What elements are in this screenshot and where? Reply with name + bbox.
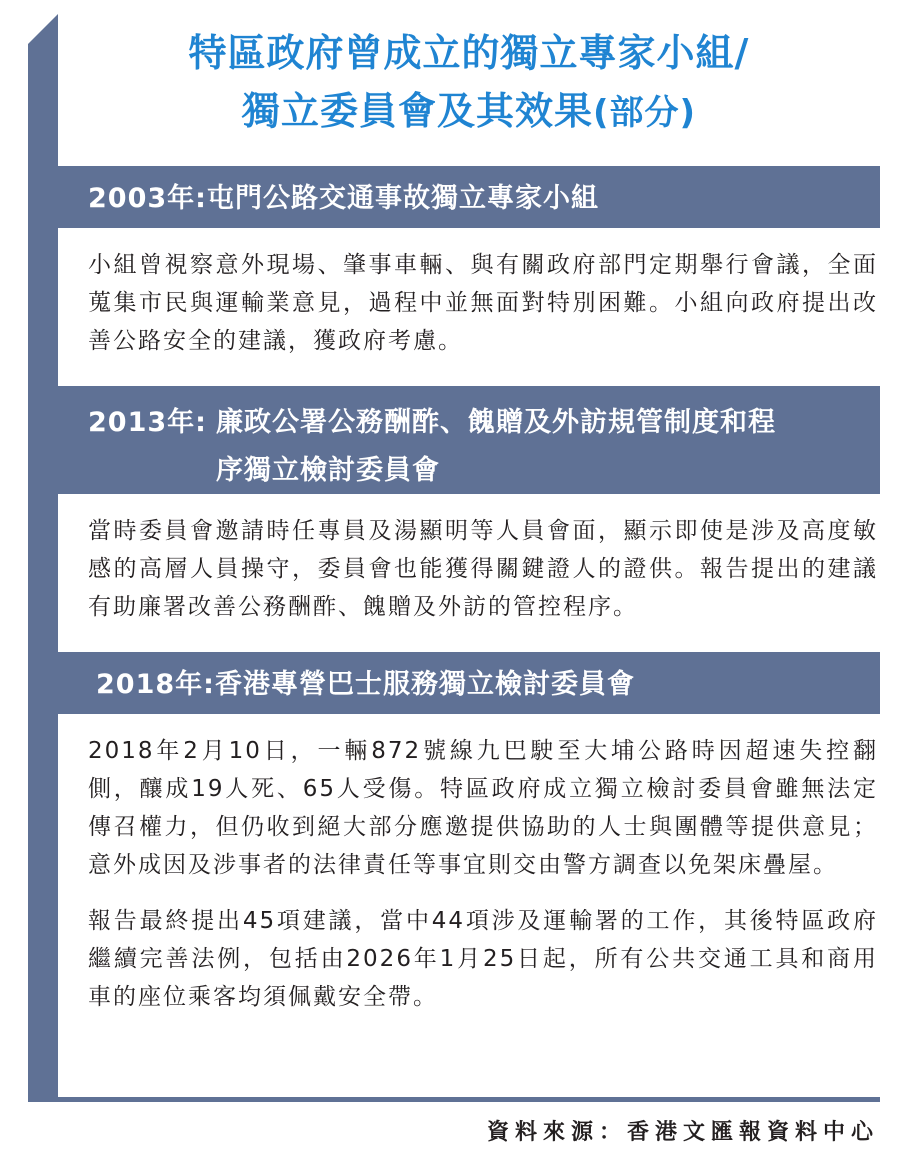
section-body-2013 <box>58 494 880 652</box>
grid-spacer <box>88 454 216 488</box>
section-title-line-1: 廉政公署公務酬酢、餽贈及外訪規管制度和程 <box>216 407 776 438</box>
source-credit: 資料來源：香港文匯報資料中心 <box>486 1119 879 1145</box>
title-line-2-main: 獨立委員會及其效果 <box>241 89 593 133</box>
section-paragraph: 當時委員會邀請時任專員及湯顯明等人員會面，顯示即使是涉及高度敏感的高層人員操守，委員會也能獲得關鍵證人的證供。報告提出的建議有助廉署改善公務酬酢、餽贈及外訪的管控程序。 <box>88 518 878 620</box>
section-paragraph: 2018年2月10日，一輛872號線九巴駛至大埔公路時因超速失控翻側，釀成19人死、65人受傷。特區政府成立獨立檢討委員會雖無法定傳召權力，但仍收到絕大部分應邀提供協助的人士與團體等提供意見；意外成因及涉事者的法律責任等事宜則交由警方調查以免架床疊屋。 <box>88 738 878 878</box>
section-title: 屯門公路交通事故獨立專家小組 <box>206 183 599 214</box>
section-body-2003 <box>58 228 880 386</box>
section-title-line-2: 序獨立檢討委員會 <box>216 455 440 486</box>
section-header-2018 <box>58 656 880 714</box>
section-year: 2003年: <box>88 183 207 214</box>
title-line-1: 特區政府曾成立的獨立專家小組/ <box>188 31 750 75</box>
section-body-2018 <box>58 714 880 1097</box>
section-paragraph: 報告最終提出45項建議，當中44項涉及運輸署的工作，其後特區政府繼續完善法例，包括由2026年1月25日起，所有公共交通工具和商用車的座位乘客均須佩戴安全帶。 <box>88 908 878 1010</box>
title-line-2 <box>58 82 880 142</box>
section-year: 2013年: <box>88 407 207 438</box>
section-title: 香港專營巴士服務獨立檢討委員會 <box>214 669 635 700</box>
section-year: 2018年: <box>96 669 215 700</box>
section-header-2013 <box>58 390 880 494</box>
section-paragraph: 小組曾視察意外現場、肇事車輛、與有關政府部門定期舉行會議，全面蒐集市民與運輸業意見，過程中並無面對特別困難。小組向政府提出改善公路安全的建議，獲政府考慮。 <box>88 252 878 354</box>
title-line-2-suffix: (部分) <box>592 93 697 133</box>
section-header-2003 <box>58 170 880 228</box>
page-title <box>58 24 880 142</box>
